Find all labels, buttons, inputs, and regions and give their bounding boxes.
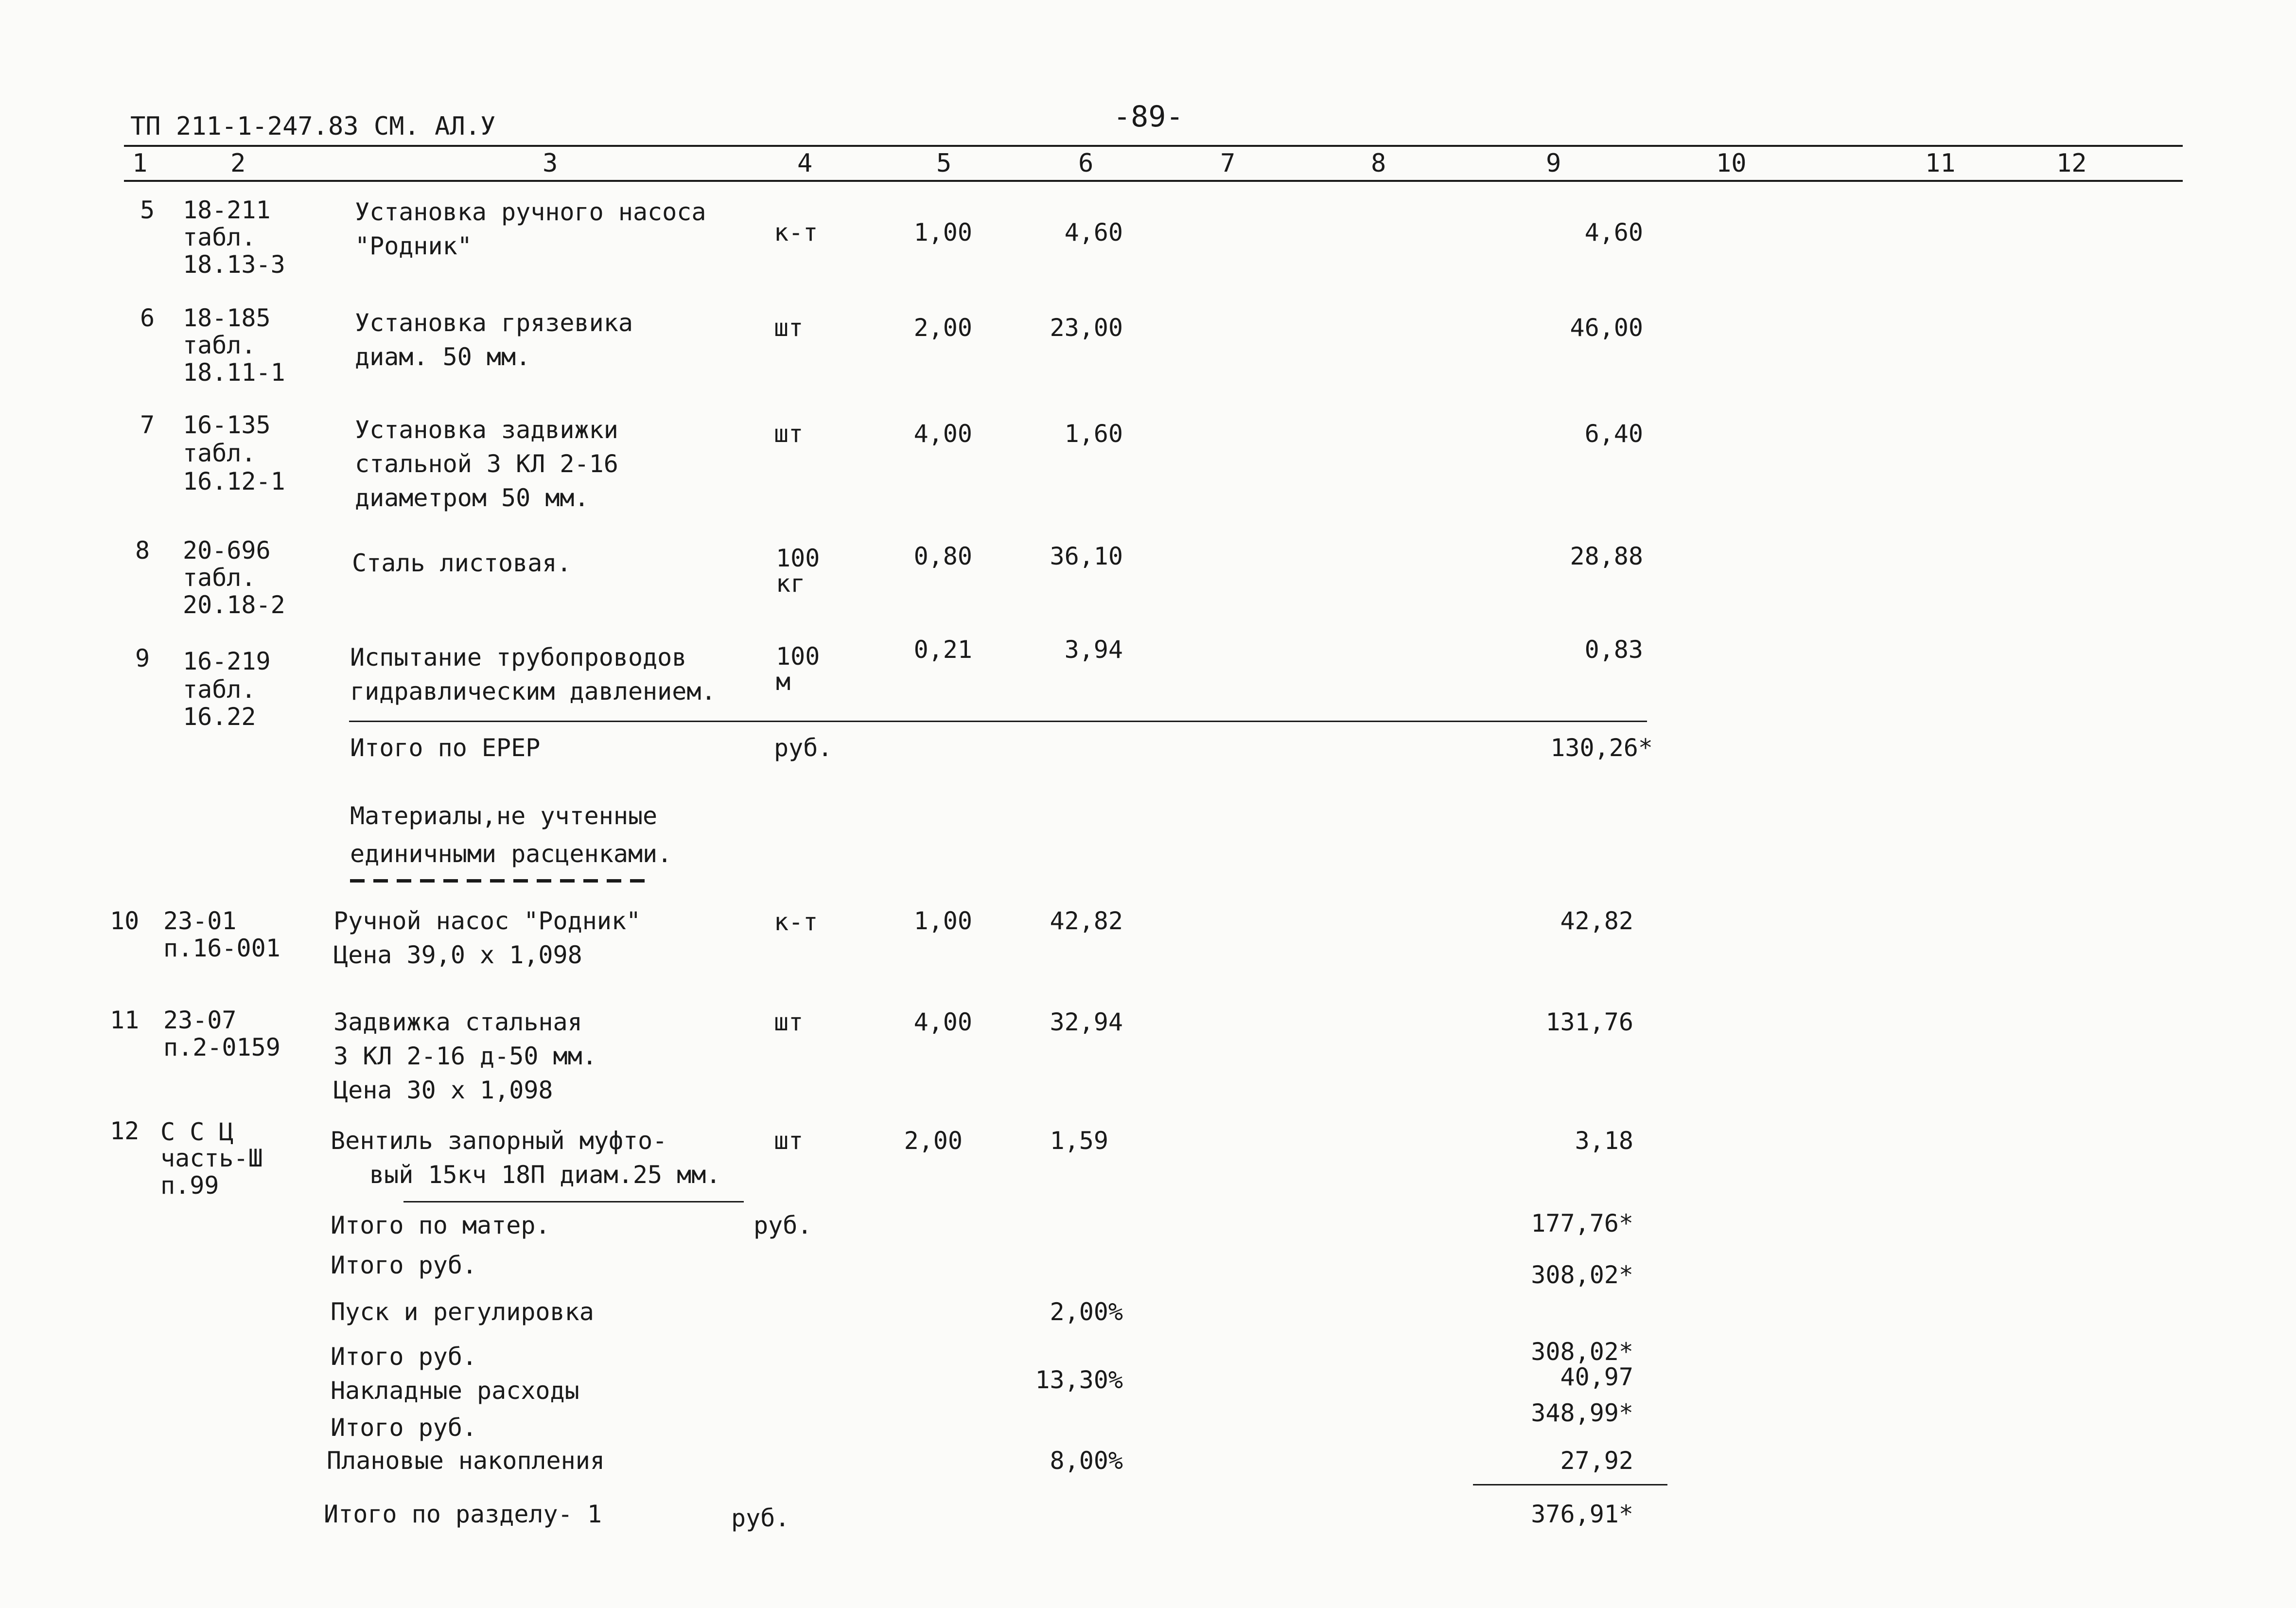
summary-label: Пуск и регулировка [331, 1298, 594, 1326]
unit: м [776, 668, 791, 696]
unit: руб. [774, 734, 833, 762]
rate-code: С С Ц [160, 1118, 234, 1146]
unit: шт [774, 1008, 804, 1036]
col-10: 10 [1716, 149, 1747, 178]
summary-label: Плановые накопления [327, 1447, 605, 1475]
material-description: Задвижка стальная [333, 1008, 582, 1036]
total-cost: 130,26* [1550, 734, 1653, 762]
section-total-rule [1473, 1484, 1667, 1485]
rate-position: п.2-0159 [163, 1033, 280, 1061]
rate-code: 18-211 [183, 196, 271, 224]
percent: 8,00% [1050, 1447, 1123, 1475]
col-9: 9 [1546, 149, 1561, 178]
material-description: Вентиль запорный муфто- [331, 1127, 667, 1155]
total-cost: 6,40 [1584, 420, 1643, 448]
quantity: 1,00 [913, 907, 972, 935]
total-cost: 376,91* [1531, 1500, 1633, 1528]
rate-table: табл. [183, 331, 256, 359]
rate-code: 23-01 [163, 907, 237, 935]
rate-table: табл. [183, 675, 256, 704]
section-total-label: Итого по разделу- 1 [324, 1500, 602, 1528]
total-cost: 27,92 [1560, 1447, 1633, 1475]
row-number: 9 [135, 644, 150, 672]
col-2: 2 [230, 149, 246, 178]
work-description: Установка грязевика [355, 309, 633, 337]
material-description: Ручной насос "Родник" [333, 907, 641, 935]
rate-code: 18-185 [183, 304, 271, 332]
unit: 100 [776, 544, 820, 572]
document-code: ТП 211-1-247.83 СМ. АЛ.У [130, 112, 496, 141]
total-cost: 4,60 [1584, 218, 1643, 247]
heading-underline [350, 879, 651, 883]
row-number: 8 [135, 536, 150, 565]
unit-price: 32,94 [1050, 1008, 1123, 1036]
materials-rule [403, 1201, 744, 1202]
rate-position: п.16-001 [163, 934, 280, 962]
material-description: Цена 39,0 х 1,098 [333, 941, 582, 969]
percent: 13,30% [1035, 1366, 1123, 1394]
subtotal-rule [349, 721, 1647, 722]
rate-table-number: 16.22 [183, 703, 256, 731]
materials-heading: единичными расценками. [350, 840, 672, 868]
col-1: 1 [132, 149, 148, 178]
unit: к-т [774, 908, 818, 936]
total-cost: 3,18 [1575, 1127, 1633, 1155]
quantity: 0,21 [913, 636, 972, 664]
rate-position: п.99 [160, 1171, 219, 1200]
unit-price: 23,00 [1050, 314, 1123, 342]
col-4: 4 [797, 149, 813, 178]
col-7: 7 [1220, 149, 1236, 178]
summary-label: Итого по матер. [331, 1211, 550, 1239]
rate-table-number: 18.13-3 [183, 250, 285, 279]
row-number: 11 [110, 1006, 140, 1034]
rate-table-number: 18.11-1 [183, 358, 285, 387]
col-5: 5 [936, 149, 952, 178]
summary-label: Итого руб. [331, 1343, 477, 1371]
unit-price: 1,59 [1050, 1127, 1108, 1155]
total-cost: 46,00 [1570, 314, 1643, 342]
rate-part: часть-Ш [160, 1144, 263, 1172]
rate-table: табл. [183, 439, 256, 467]
material-description: Цена 30 х 1,098 [333, 1076, 553, 1104]
unit-price: 1,60 [1064, 420, 1123, 448]
work-description: диаметром 50 мм. [355, 484, 589, 512]
unit-price: 42,82 [1050, 907, 1123, 935]
col-8: 8 [1371, 149, 1386, 178]
col-12: 12 [2056, 149, 2087, 178]
total-cost: 177,76* [1531, 1209, 1633, 1237]
col-6: 6 [1078, 149, 1094, 178]
unit: шт [774, 420, 804, 448]
material-description: 3 КЛ 2-16 д-50 мм. [333, 1042, 597, 1070]
total-cost: 308,02* [1531, 1338, 1633, 1366]
unit: руб. [731, 1504, 790, 1532]
subtotal-label: Итого по ЕРЕР [350, 734, 541, 762]
unit: к-т [774, 218, 818, 247]
material-description: вый 15кч 18П диам.25 мм. [369, 1161, 721, 1189]
rate-table-number: 16.12-1 [183, 467, 285, 495]
work-description: стальной 3 КЛ 2-16 [355, 450, 618, 478]
materials-heading: Материалы,не учтенные [350, 802, 658, 830]
work-description: гидравлическим давлением. [350, 677, 716, 706]
total-cost: 40,97 [1560, 1363, 1633, 1391]
work-description: Сталь листовая. [352, 549, 572, 577]
col-3: 3 [543, 149, 558, 178]
summary-label: Итого руб. [331, 1251, 477, 1279]
total-cost: 308,02* [1531, 1261, 1633, 1289]
total-cost: 131,76 [1545, 1008, 1633, 1036]
quantity: 1,00 [913, 218, 972, 247]
quantity: 4,00 [913, 420, 972, 448]
rate-code: 16-219 [183, 647, 271, 675]
work-description: Установка ручного насоса [355, 198, 706, 226]
total-cost: 42,82 [1560, 907, 1633, 935]
unit: 100 [776, 642, 820, 671]
row-number: 10 [110, 907, 140, 935]
unit: шт [774, 314, 804, 342]
work-description: Установка задвижки [355, 416, 618, 444]
work-description: Испытание трубопроводов [350, 643, 687, 671]
unit: руб. [754, 1211, 812, 1239]
total-cost: 0,83 [1584, 636, 1643, 664]
total-cost: 348,99* [1531, 1399, 1633, 1427]
unit: шт [774, 1127, 804, 1155]
rate-code: 20-696 [183, 536, 271, 565]
page-number: -89- [1113, 100, 1184, 134]
row-number: 6 [140, 304, 155, 332]
unit-price: 4,60 [1064, 218, 1123, 247]
quantity: 0,80 [913, 542, 972, 570]
total-cost: 28,88 [1570, 542, 1643, 570]
row-number: 5 [140, 196, 155, 224]
summary-label: Итого руб. [331, 1414, 477, 1442]
unit-price: 36,10 [1050, 542, 1123, 570]
unit: кг [776, 569, 806, 598]
rate-code: 23-07 [163, 1006, 237, 1034]
summary-label: Накладные расходы [331, 1377, 579, 1405]
row-number: 12 [110, 1117, 140, 1145]
rate-table-number: 20.18-2 [183, 591, 285, 619]
percent: 2,00% [1050, 1298, 1123, 1326]
quantity: 2,00 [913, 314, 972, 342]
work-description: "Родник" [355, 232, 472, 260]
row-number: 7 [140, 411, 155, 439]
quantity: 2,00 [904, 1127, 963, 1155]
header-bottom-rule [124, 180, 2183, 182]
rate-code: 16-135 [183, 411, 271, 439]
header-top-rule [124, 145, 2183, 147]
unit-price: 3,94 [1064, 636, 1123, 664]
rate-table: табл. [183, 564, 256, 592]
rate-table: табл. [183, 223, 256, 251]
col-11: 11 [1925, 149, 1956, 178]
work-description: диам. 50 мм. [355, 343, 531, 371]
quantity: 4,00 [913, 1008, 972, 1036]
